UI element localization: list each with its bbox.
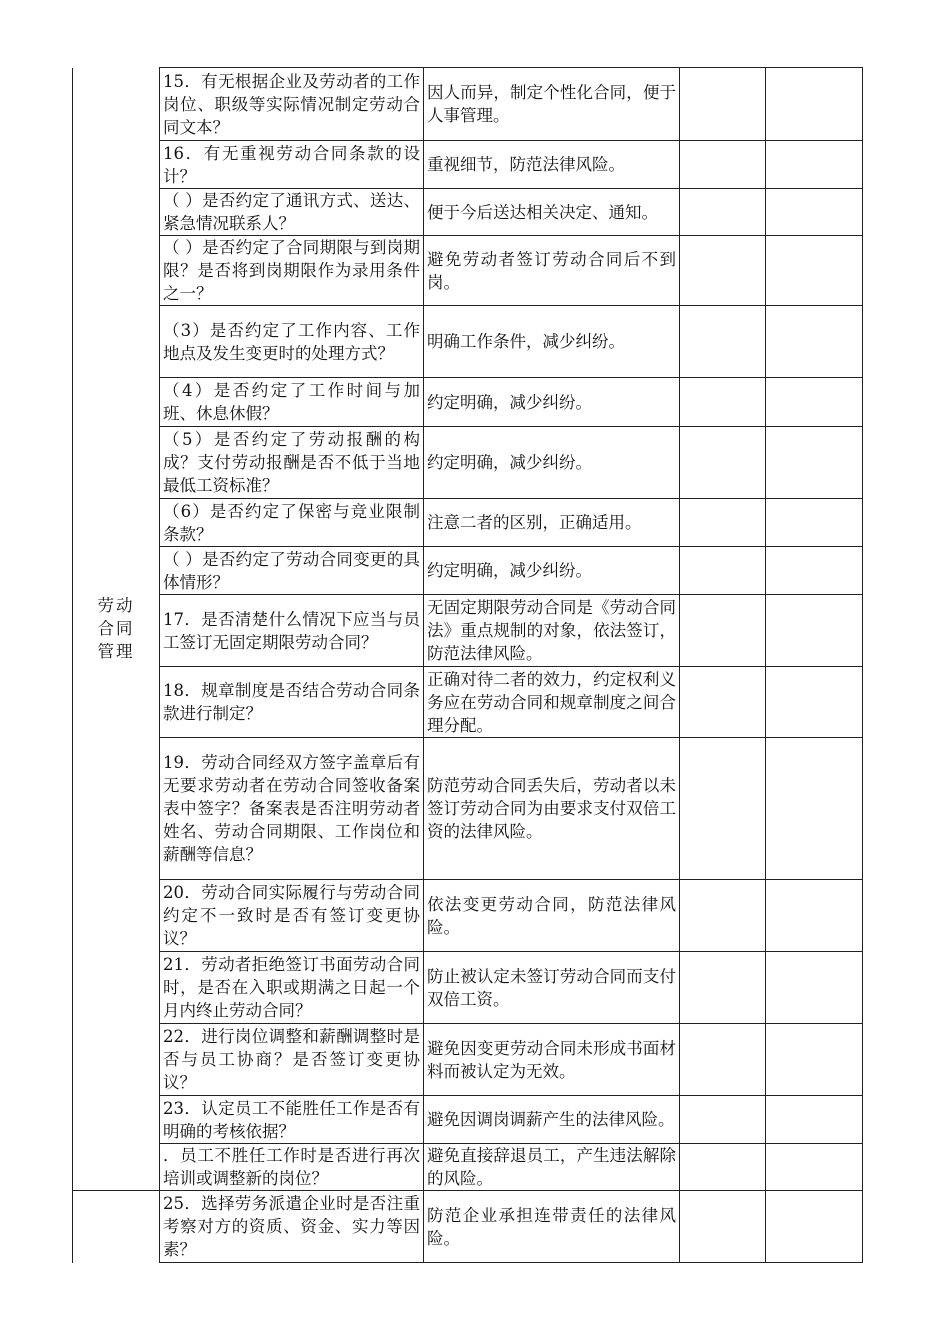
table-row <box>73 189 863 236</box>
table-row <box>73 1144 863 1191</box>
table-row <box>73 306 863 378</box>
question-cell: （4）是否约定了工作时间与加班、休息休假？ <box>160 378 424 427</box>
note-cell: 避免劳动者签订劳动合同后不到岗。 <box>424 236 680 306</box>
table-row <box>73 547 863 595</box>
table-row <box>73 499 863 547</box>
table-row <box>73 427 863 499</box>
question-cell: 19．劳动合同经双方签字盖章后有无要求劳动者在劳动合同签收备案表中签字？备案表是否注明劳动者姓名、劳动合同期限、工作岗位和薪酬等信息？ <box>160 738 424 880</box>
blank-cell <box>766 68 863 141</box>
note-cell: 无固定期限劳动合同是《劳动合同法》重点规制的对象，依法签订，防范法律风险。 <box>424 595 680 667</box>
question-cell: 23．认定员工不能胜任工作是否有明确的考核依据？ <box>160 1096 424 1144</box>
question-cell: （6）是否约定了保密与竞业限制条款？ <box>160 499 424 547</box>
question-cell: 21．劳动者拒绝签订书面劳动合同时，是否在入职或期满之日起一个月内终止劳动合同？ <box>160 952 424 1024</box>
note-cell: 注意二者的区别，正确适用。 <box>424 499 680 547</box>
question-cell: 17．是否清楚什么情况下应当与员工签订无固定期限劳动合同？ <box>160 595 424 667</box>
blank-cell <box>680 427 766 499</box>
note-cell: 避免因调岗调薪产生的法律风险。 <box>424 1096 680 1144</box>
note-cell: 重视细节，防范法律风险。 <box>424 141 680 189</box>
blank-cell <box>766 427 863 499</box>
blank-cell <box>766 1144 863 1191</box>
blank-cell <box>680 378 766 427</box>
blank-cell <box>680 667 766 738</box>
blank-cell <box>680 1191 766 1263</box>
question-cell: ．员工不胜任工作时是否进行再次培训或调整新的岗位？ <box>160 1144 424 1191</box>
blank-cell <box>766 499 863 547</box>
blank-cell <box>766 547 863 595</box>
blank-cell <box>680 1144 766 1191</box>
note-cell: 避免因变更劳动合同未形成书面材料而被认定为无效。 <box>424 1024 680 1096</box>
blank-cell <box>680 595 766 667</box>
question-cell: （ ）是否约定了合同期限与到岗期限？是否将到岗期限作为录用条件之一？ <box>160 236 424 306</box>
table-row <box>73 880 863 952</box>
question-cell: 20．劳动合同实际履行与劳动合同约定不一致时是否有签订变更协议？ <box>160 880 424 952</box>
category-cell <box>73 68 160 1191</box>
blank-cell <box>766 378 863 427</box>
question-cell: 15．有无根据企业及劳动者的工作岗位、职级等实际情况制定劳动合同文本？ <box>160 68 424 141</box>
blank-cell <box>766 952 863 1024</box>
note-cell: 防范劳动合同丢失后，劳动者以未签订劳动合同为由要求支付双倍工资的法律风险。 <box>424 738 680 880</box>
question-cell: （5）是否约定了劳动报酬的构成？支付劳动报酬是否不低于当地最低工资标准？ <box>160 427 424 499</box>
blank-cell <box>680 952 766 1024</box>
note-cell: 约定明确，减少纠纷。 <box>424 378 680 427</box>
note-cell: 依法变更劳动合同，防范法律风险。 <box>424 880 680 952</box>
blank-cell <box>680 499 766 547</box>
table-row <box>73 1096 863 1144</box>
blank-cell <box>766 236 863 306</box>
blank-cell <box>680 189 766 236</box>
blank-cell <box>766 189 863 236</box>
checklist-table <box>72 67 863 1263</box>
blank-cell <box>680 1024 766 1096</box>
note-cell: 明确工作条件，减少纠纷。 <box>424 306 680 378</box>
question-cell: 18．规章制度是否结合劳动合同条款进行制定？ <box>160 667 424 738</box>
blank-cell <box>766 595 863 667</box>
table-row <box>73 738 863 880</box>
table-row <box>73 68 863 141</box>
blank-cell <box>680 141 766 189</box>
category-label-line: 管理 <box>97 642 135 662</box>
note-cell: 约定明确，减少纠纷。 <box>424 427 680 499</box>
blank-cell <box>766 667 863 738</box>
blank-cell <box>680 880 766 952</box>
blank-cell <box>766 1024 863 1096</box>
question-cell: 16．有无重视劳动合同条款的设计？ <box>160 141 424 189</box>
table-row <box>73 595 863 667</box>
note-cell: 约定明确，减少纠纷。 <box>424 547 680 595</box>
table-row <box>73 952 863 1024</box>
note-cell: 因人而异，制定个性化合同，便于人事管理。 <box>424 68 680 141</box>
blank-cell <box>766 141 863 189</box>
question-cell: （ ）是否约定了通讯方式、送达、紧急情况联系人？ <box>160 189 424 236</box>
question-cell: （ ）是否约定了劳动合同变更的具体情形？ <box>160 547 424 595</box>
blank-cell <box>766 306 863 378</box>
table-row <box>73 236 863 306</box>
note-cell: 避免直接辞退员工，产生违法解除的风险。 <box>424 1144 680 1191</box>
table-row <box>73 1024 863 1096</box>
note-cell: 防止被认定未签订劳动合同而支付双倍工资。 <box>424 952 680 1024</box>
question-cell: 22．进行岗位调整和薪酬调整时是否与员工协商？是否签订变更协议？ <box>160 1024 424 1096</box>
blank-cell <box>766 1191 863 1263</box>
blank-cell <box>680 547 766 595</box>
question-cell: 25．选择劳务派遣企业时是否注重考察对方的资质、资金、实力等因素？ <box>160 1191 424 1263</box>
blank-cell <box>680 1096 766 1144</box>
table-row <box>73 1191 863 1263</box>
blank-cell <box>680 236 766 306</box>
note-cell: 防范企业承担连带责任的法律风险。 <box>424 1191 680 1263</box>
question-cell: （3）是否约定了工作内容、工作地点及发生变更时的处理方式？ <box>160 306 424 378</box>
note-cell: 正确对待二者的效力，约定权利义务应在劳动合同和规章制度之间合理分配。 <box>424 667 680 738</box>
table-row <box>73 667 863 738</box>
blank-cell <box>766 1096 863 1144</box>
table-row <box>73 378 863 427</box>
blank-cell <box>766 738 863 880</box>
note-cell: 便于今后送达相关决定、通知。 <box>424 189 680 236</box>
category-label-line: 劳动 <box>97 596 135 616</box>
blank-cell <box>680 68 766 141</box>
category-label-line: 合同 <box>97 619 135 639</box>
blank-cell <box>680 306 766 378</box>
table-row <box>73 141 863 189</box>
category-cell-next <box>73 1191 160 1263</box>
blank-cell <box>766 880 863 952</box>
blank-cell <box>680 738 766 880</box>
